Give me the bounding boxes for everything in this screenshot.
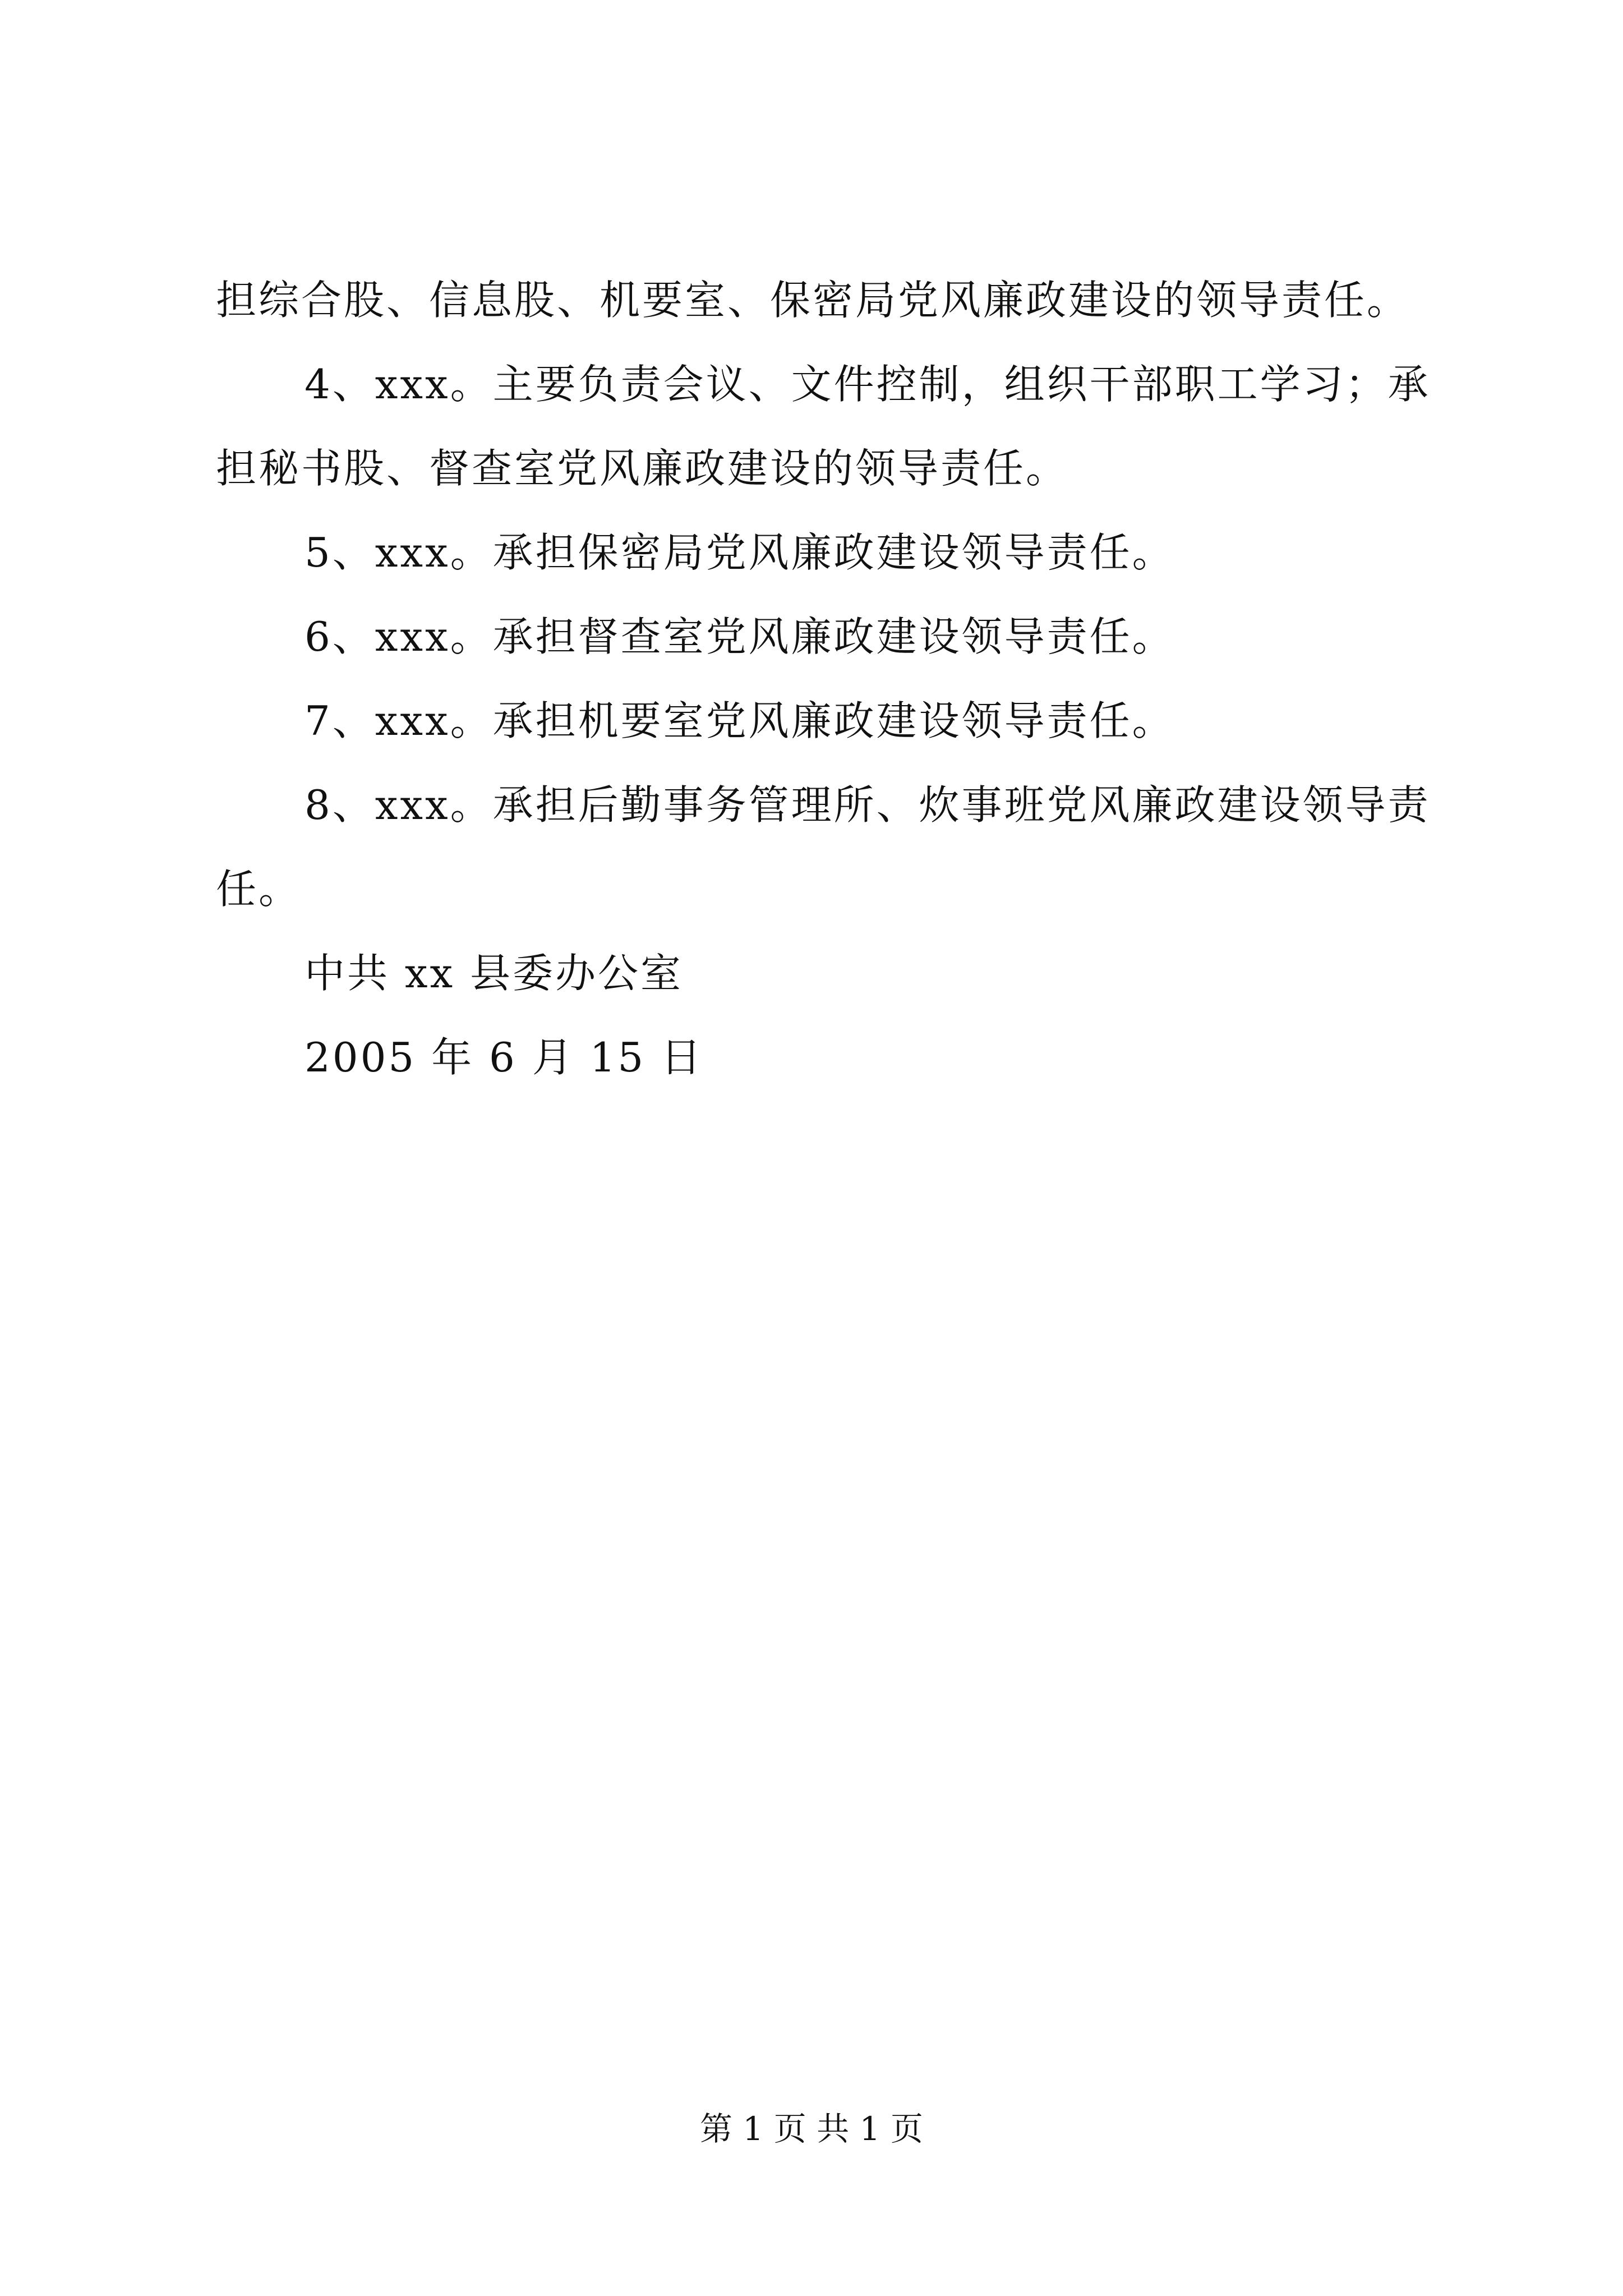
document-body <box>216 258 1438 1099</box>
item-4-line-2: 担秘书股、督查室党风廉政建设的领导责任。 <box>216 445 1069 492</box>
item-5-line: 5、xxx。承担保密局党风廉政建设领导责任。 <box>305 529 1175 576</box>
paragraph-continuation-line: 担综合股、信息股、机要室、保密局党风廉政建设的领导责任。 <box>216 277 1410 324</box>
item-6-line: 6、xxx。承担督查室党风廉政建设领导责任。 <box>305 613 1175 660</box>
signature-date: 2005 年 6 月 15 日 <box>305 1034 704 1081</box>
item-8-line-1: 8、xxx。承担后勤事务管理所、炊事班党风廉政建设领导责 <box>305 781 1431 829</box>
item-4-line-1: 4、xxx。主要负责会议、文件控制，组织干部职工学习；承 <box>305 361 1431 408</box>
signature-organization: 中共 xx 县委办公室 <box>305 950 683 997</box>
item-7-line: 7、xxx。承担机要室党风廉政建设领导责任。 <box>305 697 1175 744</box>
page-footer: 第 1 页 共 1 页 <box>700 2110 923 2148</box>
item-8-line-2: 任。 <box>216 866 302 913</box>
